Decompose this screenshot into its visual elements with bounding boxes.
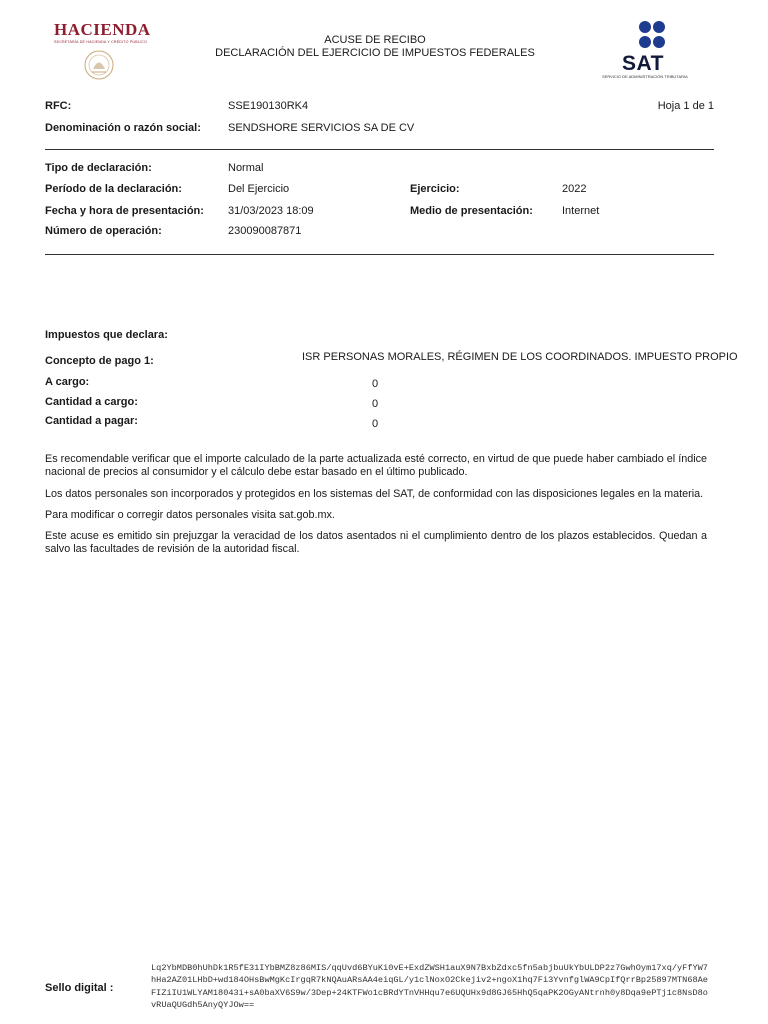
impuestos-label: Impuestos que declara:: [45, 329, 168, 341]
sat-dots-icon: [638, 20, 666, 50]
document-title: [200, 34, 550, 60]
ejercicio-value: 2022: [562, 183, 587, 195]
note-paragraph: Es recomendable verificar que el importe calculado de la parte actualizada esté correcto, en virtud de que puede haber cambiado el índice nacional de precios al consumidor y el cálculo debe estar basado en el último publicado.: [45, 453, 708, 478]
cantidad-pagar-label: Cantidad a pagar:: [45, 415, 138, 427]
operacion-value: 230090087871: [228, 225, 302, 237]
concepto-value: ISR PERSONAS MORALES, RÉGIMEN DE LOS COORDINADOS. IMPUESTO PROPIO: [302, 351, 738, 363]
cantidad-cargo-label: Cantidad a cargo:: [45, 396, 138, 408]
medio-value: Internet: [562, 205, 600, 217]
a-cargo-value: 0: [372, 378, 379, 390]
tipo-value: Normal: [228, 162, 264, 174]
cantidad-cargo-value: 0: [372, 398, 379, 410]
sat-logo-subtitle: SERVICIO DE ADMINISTRACIÓN TRIBUTARIA: [602, 74, 688, 79]
tipo-label: Tipo de declaración:: [45, 162, 152, 174]
concepto-label: Concepto de pago 1:: [45, 355, 154, 367]
sat-logo-text: SAT: [622, 52, 664, 75]
sat-logo: [598, 18, 706, 84]
divider: [45, 254, 714, 255]
divider: [45, 149, 714, 150]
title-line-1: ACUSE DE RECIBO: [324, 34, 426, 46]
sello-value: Lq2YbMDB0hUhDk1R5fE31IYbBMZ8z86MIS/qqUvd6BYuKi0vE+ExdZWSH1auX9N7BxbZdxc5fn5abjbuUkYbULDP2z7GwhOym17xq/yFfYW7hHa2AZ01LHbD+wd184OHsBwMgKcIrgqR7kNQAuARsAA4eiqGL/y1clNoxO2Ckejiv2+ngoX1hq7Fi3YvnfglWA9CpIfQrrBp25897MTN68AeFIZiIU1WLYAM18043i+sA0baXV6S9w/3Dep+24KTFWo1cBRdYTnVHHqu7e6UQUHx9d8GJ65HhQ5qaPK2OGyANtrnh0y8Dqa9ePTj1c8NsD8ovRUaQUGdh5AnyQYJOw==: [151, 963, 708, 1011]
a-cargo-label: A cargo:: [45, 376, 90, 388]
rfc-value: SSE190130RK4: [228, 100, 309, 112]
name-value: SENDSHORE SERVICIOS SA DE CV: [228, 122, 415, 134]
page-indicator: Hoja 1 de 1: [657, 100, 714, 112]
mexican-coat-of-arms-icon: [82, 48, 116, 82]
periodo-label: Período de la declaración:: [45, 183, 182, 195]
fecha-label: Fecha y hora de presentación:: [45, 205, 204, 217]
rfc-label: RFC:: [45, 100, 72, 112]
name-label: Denominación o razón social:: [45, 122, 201, 134]
hacienda-logo: [48, 18, 152, 84]
sello-label: Sello digital :: [45, 982, 114, 994]
cantidad-pagar-value: 0: [372, 418, 379, 430]
fecha-value: 31/03/2023 18:09: [228, 205, 314, 217]
note-paragraph: Los datos personales son incorporados y protegidos en los sistemas del SAT, de conformidad con las disposiciones legales en la materia.: [45, 488, 704, 500]
hacienda-logo-text: HACIENDA: [54, 20, 151, 39]
hacienda-logo-subtitle: SECRETARÍA DE HACIENDA Y CRÉDITO PÚBLICO: [54, 40, 148, 44]
note-paragraph: Este acuse es emitido sin prejuzgar la veracidad de los datos asentados ni el cumplimiento dentro de los plazos establecidos. Quedan a salvo las facultades de revisión de la autoridad fiscal.: [45, 530, 707, 555]
title-line-2: DECLARACIÓN DEL EJERCICIO DE IMPUESTOS FEDERALES: [215, 47, 535, 59]
medio-label: Medio de presentación:: [410, 205, 533, 217]
ejercicio-label: Ejercicio:: [410, 183, 460, 195]
periodo-value: Del Ejercicio: [228, 183, 290, 195]
operacion-label: Número de operación:: [45, 225, 162, 237]
note-paragraph: Para modificar o corregir datos personales visita sat.gob.mx.: [45, 509, 335, 521]
